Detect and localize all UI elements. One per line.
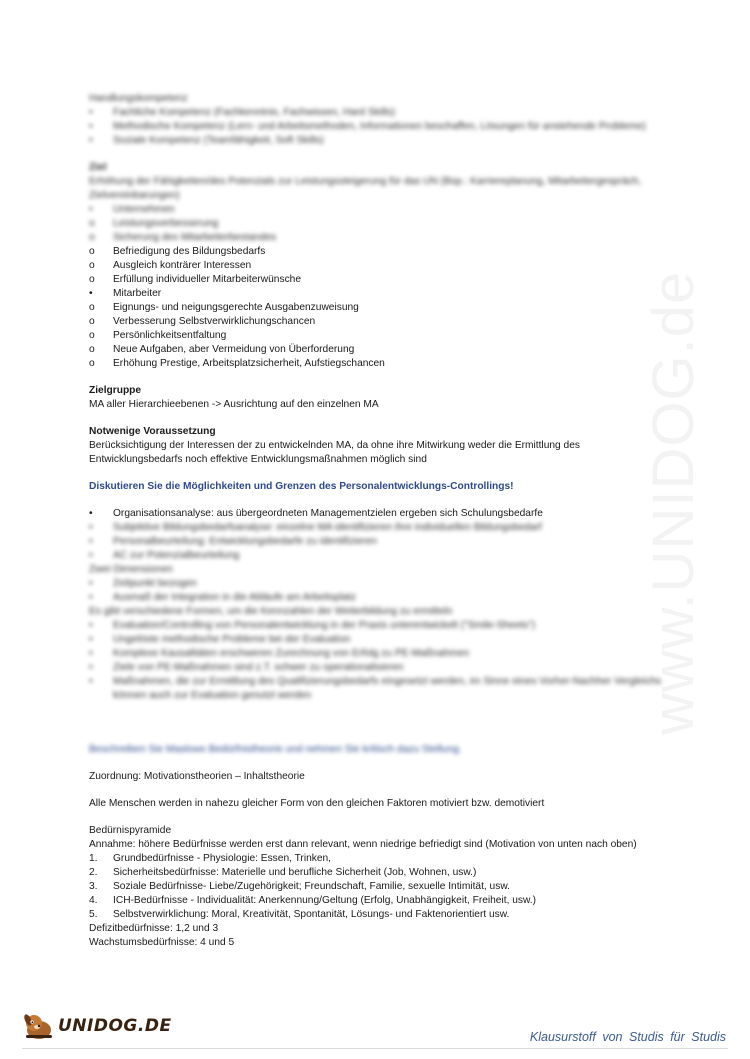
logo-text: UNIDOG.DE [58, 1016, 172, 1036]
numbered-item: 2. Sicherheitsbedürfnisse: Materielle und berufliche Sicherheit (Job, Wohnen, usw.) [89, 867, 477, 878]
document-content [89, 92, 669, 950]
list-item: • Subjektive Bildungsbedarfsanalyse: einzelne MA identifizieren ihre individuellen Bildungsbedarf [89, 522, 542, 533]
blurred-controlling-section [89, 521, 669, 703]
visible-list [89, 245, 669, 371]
list-item: • Evaluation/Controlling von Personalentwicklung in der Praxis unterentwickelt ("Smile-Sheets") [89, 620, 536, 631]
plain-line: Zwei Dimensionen [89, 564, 173, 575]
list-item: • Unternehmen [89, 204, 175, 215]
list-item: o Eignungs- und neigungsgerechte Ausgabenzuweisung [89, 302, 359, 313]
maslow-alle: Alle Menschen werden in nahezu gleicher Form von den gleichen Faktoren motiviert bzw. demotiviert [89, 798, 545, 809]
maslow-annahme: Annahme: höhere Bedürfnisse werden erst dann relevant, wenn niedrige befriedigt sind (Motivation von unten nach oben) [89, 839, 637, 850]
maslow-defizit: Defizitbedürfnisse: 1,2 und 3 [89, 923, 219, 934]
list-item: o Sicherung des Mitarbeiterbestandes [89, 232, 277, 243]
ziel-text: Erhöhung der Fähigkeiten/des Potenzials zur Leistungssteigerung für das UN (Bsp.: Karriereplanung, Mitarbeitergespräch, Zielvereinbarungen) [89, 176, 642, 201]
list-item: o Neue Aufgaben, aber Vermeidung von Überforderung [89, 344, 355, 355]
numbered-item: 1. Grundbedürfnisse - Physiologie: Essen, Trinken, [89, 853, 332, 864]
list-item: o Erfüllung individueller Mitarbeiterwünsche [89, 274, 301, 285]
watermark: www.UNIDOG.de [641, 270, 706, 735]
list-item: • Mitarbeiter [89, 288, 162, 299]
list-item: o Ausgleich konträrer Interessen [89, 260, 252, 271]
list-item: • Komplexe Kausalitäten erschweren Zurechnung von Erfolg zu PE-Maßnahmen [89, 648, 470, 659]
list-item: o Befriedigung des Bildungsbedarfs [89, 246, 266, 257]
maslow-zuordnung: Zuordnung: Motivationstheorien – Inhaltstheorie [89, 771, 305, 782]
voraussetzung-text: Berücksichtigung der Interessen der zu entwickelnden MA, da ohne ihre Mitwirkung weder die Ermittlung des Entwicklungsbedarfs noch effektive Entwicklungsmaßnahmen möglich sind [89, 440, 580, 465]
list-item: • Methodische Kompetenz (Lern- und Arbeitsmethoden, Informationen beschaffen, Lösungen für anstehende Probleme) [89, 121, 646, 132]
numbered-item: 5. Selbstverwirklichung: Moral, Kreativität, Spontanität, Lösungs- und Faktenorientiert usw. [89, 909, 510, 920]
list-item: o Erhöhung Prestige, Arbeitsplatzsicherheit, Aufstiegschancen [89, 358, 385, 369]
question-controlling: Diskutieren Sie die Möglichkeiten und Grenzen des Personalentwicklungs-Controllings! [89, 481, 514, 492]
list-item: • Organisationsanalyse: aus übergeordneten Managementzielen ergeben sich Schulungsbedarfe [89, 508, 543, 519]
list-item: • Personalbeurteilung: Entwicklungsbedarfe zu identifizieren [89, 536, 377, 547]
list-item: • Ausmaß der Integration in die Abläufe am Arbeitsplatz [89, 592, 356, 603]
plain-line: Es gibt verschiedene Formen, um die Kennzahlen der Weiterbildung zu ermitteln [89, 606, 453, 617]
unidog-logo[interactable] [22, 1011, 172, 1041]
list-item: • Maßnahmen, die zur Ermittlung des Qualifizierungsbedarfs eingesetzt werden, im Sinne eines Vorher-Nachher Vergleichs können auch zur Evaluation genutzt werden [89, 676, 662, 701]
heading-handlungskompetenz: Handlungskompetenz [89, 93, 188, 104]
blurred-top-section [89, 92, 669, 245]
heading-voraussetzung: Notwenige Voraussetzung [89, 426, 216, 437]
maslow-wachstum: Wachstumsbedürfnisse: 4 und 5 [89, 937, 235, 948]
list-item: o Persönlichkeitsentfaltung [89, 330, 227, 341]
list-item: • Ziele von PE-Maßnahmen sind z.T. schwer zu operationalisieren [89, 662, 404, 673]
numbered-item: 4. ICH-Bedürfnisse - Individualität: Anerkennung/Geltung (Erfolg, Unabhängigkeit, Freiheit, usw.) [89, 895, 537, 906]
numbered-item: 3. Soziale Bedürfnisse- Liebe/Zugehörigkeit; Freundschaft, Familie, sexuelle Intimität, usw. [89, 881, 510, 892]
list-item: o Verbesserung Selbstverwirklichungschancen [89, 316, 316, 327]
heading-zielgruppe: Zielgruppe [89, 385, 142, 396]
list-item: • AC zur Potenzialbeurteilung [89, 550, 240, 561]
footer-tagline: Klausurstoff von Studis für Studis [529, 1030, 726, 1044]
list-item: • Fachliche Kompetenz (Fachkenntnis, Fachwissen, Hard Skills) [89, 107, 395, 118]
heading-ziel: Ziel [89, 162, 107, 173]
list-item: • Ungelöste methodische Probleme bei der Evaluation [89, 634, 351, 645]
list-item: o Leistungsverbesserung [89, 218, 219, 229]
list-item: • Zeitpunkt bezogen [89, 578, 197, 589]
question-maslow: Beschreiben Sie Maslows Bedürfnistheorie und nehmen Sie kritisch dazu Stellung. [89, 744, 462, 755]
maslow-pyramide: Bedürnispyramide [89, 825, 172, 836]
list-item: • Soziale Kompetenz (Teamfähigkeit, Soft Skills) [89, 135, 324, 146]
zielgruppe-text: MA aller Hierarchieebenen -> Ausrichtung auf den einzelnen MA [89, 399, 379, 410]
dog-mascot-icon [22, 1011, 56, 1041]
footer-divider [22, 1048, 728, 1049]
